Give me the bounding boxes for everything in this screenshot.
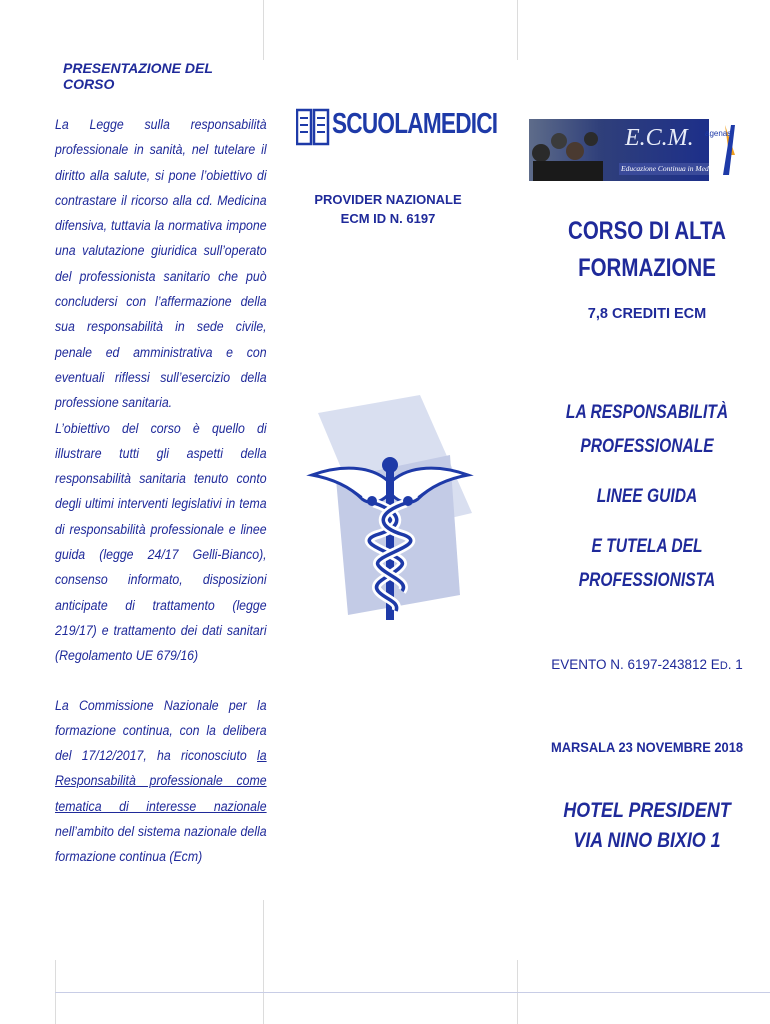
caduceus-icon — [300, 395, 480, 625]
provider-line-1: PROVIDER NAZIONALE — [314, 192, 462, 207]
topic-line-3: LINEE GUIDA — [596, 486, 698, 507]
ecm-banner-agency: agenas — [705, 129, 732, 138]
course-title-line-1: CORSO DI ALTA — [568, 217, 726, 245]
event-number-main: EVENTO N. 6197-243812 E — [551, 657, 720, 672]
topic-line-1: LA RESPONSABILITÀ — [565, 402, 729, 423]
fold-line-left-bottom — [263, 900, 264, 1024]
venue-line-1: HOTEL PRESIDENT — [563, 799, 731, 822]
venue — [549, 796, 745, 856]
para3-start: La Commissione Nazionale per la formazione continua, con la delibera del 17/12/2017, ha riconosciuto — [55, 697, 267, 764]
event-number-end: . 1 — [727, 657, 743, 672]
presentation-title: PRESENTAZIONE DEL CORSO — [63, 60, 213, 92]
logo-text: SCUOLAMEDICI — [332, 108, 498, 140]
provider-block — [300, 190, 476, 228]
para3-end: nell’ambito del sistema nazionale della formazione continua (Ecm) — [55, 824, 267, 865]
presentation-column — [55, 60, 267, 870]
topic-block-2 — [553, 530, 742, 598]
presentation-paragraph-2: L’obiettivo del corso è quello di illustrare tutti gli aspetti della responsabilità sanitaria tenuto conto degli ultimi interventi legislativi in tema di responsabilità professionale e linee guida (legge 24/17 Gelli-Bianco), consenso informato, disposizioni anticipate di trattamento (legge 219/17) e trattamento dei dati sanitari (Regolamento UE 679/16) — [55, 420, 267, 664]
fold-line-left-top — [263, 0, 264, 60]
topic-block — [553, 396, 742, 464]
fold-line-right-top — [517, 0, 518, 60]
ecm-banner-title: E.C.M. — [625, 125, 694, 151]
topic-line-5: PROFESSIONISTA — [578, 570, 716, 591]
bottom-rule — [55, 992, 770, 993]
presentation-body — [55, 112, 267, 870]
topic-line-4: E TUTELA DEL — [591, 536, 703, 557]
event-number-small: D — [719, 660, 728, 672]
event-date: MARSALA 23 NOVEMBRE 2018 — [550, 739, 744, 755]
ecm-banner — [529, 119, 741, 181]
provider-line-2: ECM ID N. 6197 — [340, 211, 436, 226]
venue-line-2: VIA NINO BIXIO 1 — [573, 829, 721, 852]
credits: 7,8 CREDITI ECM — [587, 306, 707, 322]
presentation-paragraph-1: La Legge sulla responsabilità professionale in sanità, nel tutelare il diritto alla salute, si pone l’obiettivo di contrastare il ricorso alla cd. Medicina difensiva, tuttavia la normativa impone una valutazione giuridica sull’operato del professionista sanitario che può concludersi con l’affermazione della sua responsabilità in sede civile, penale ed amministrativa e con eventuali riflessi sull’esercizio della professione sanitaria. — [55, 117, 267, 411]
book-icon — [296, 108, 330, 148]
scuolamedici-logo — [296, 104, 498, 150]
course-title — [553, 213, 742, 287]
ecm-banner-subtitle: Educazione Continua in Medicina — [621, 164, 724, 173]
event-number — [532, 657, 762, 672]
para3-underlined: la Responsabilità professionale come tematica di interesse nazionale — [55, 748, 267, 814]
course-title-line-2: FORMAZIONE — [578, 254, 716, 282]
topic-line-2: PROFESSIONALE — [580, 436, 714, 457]
presentation-paragraph-3 — [55, 693, 267, 870]
